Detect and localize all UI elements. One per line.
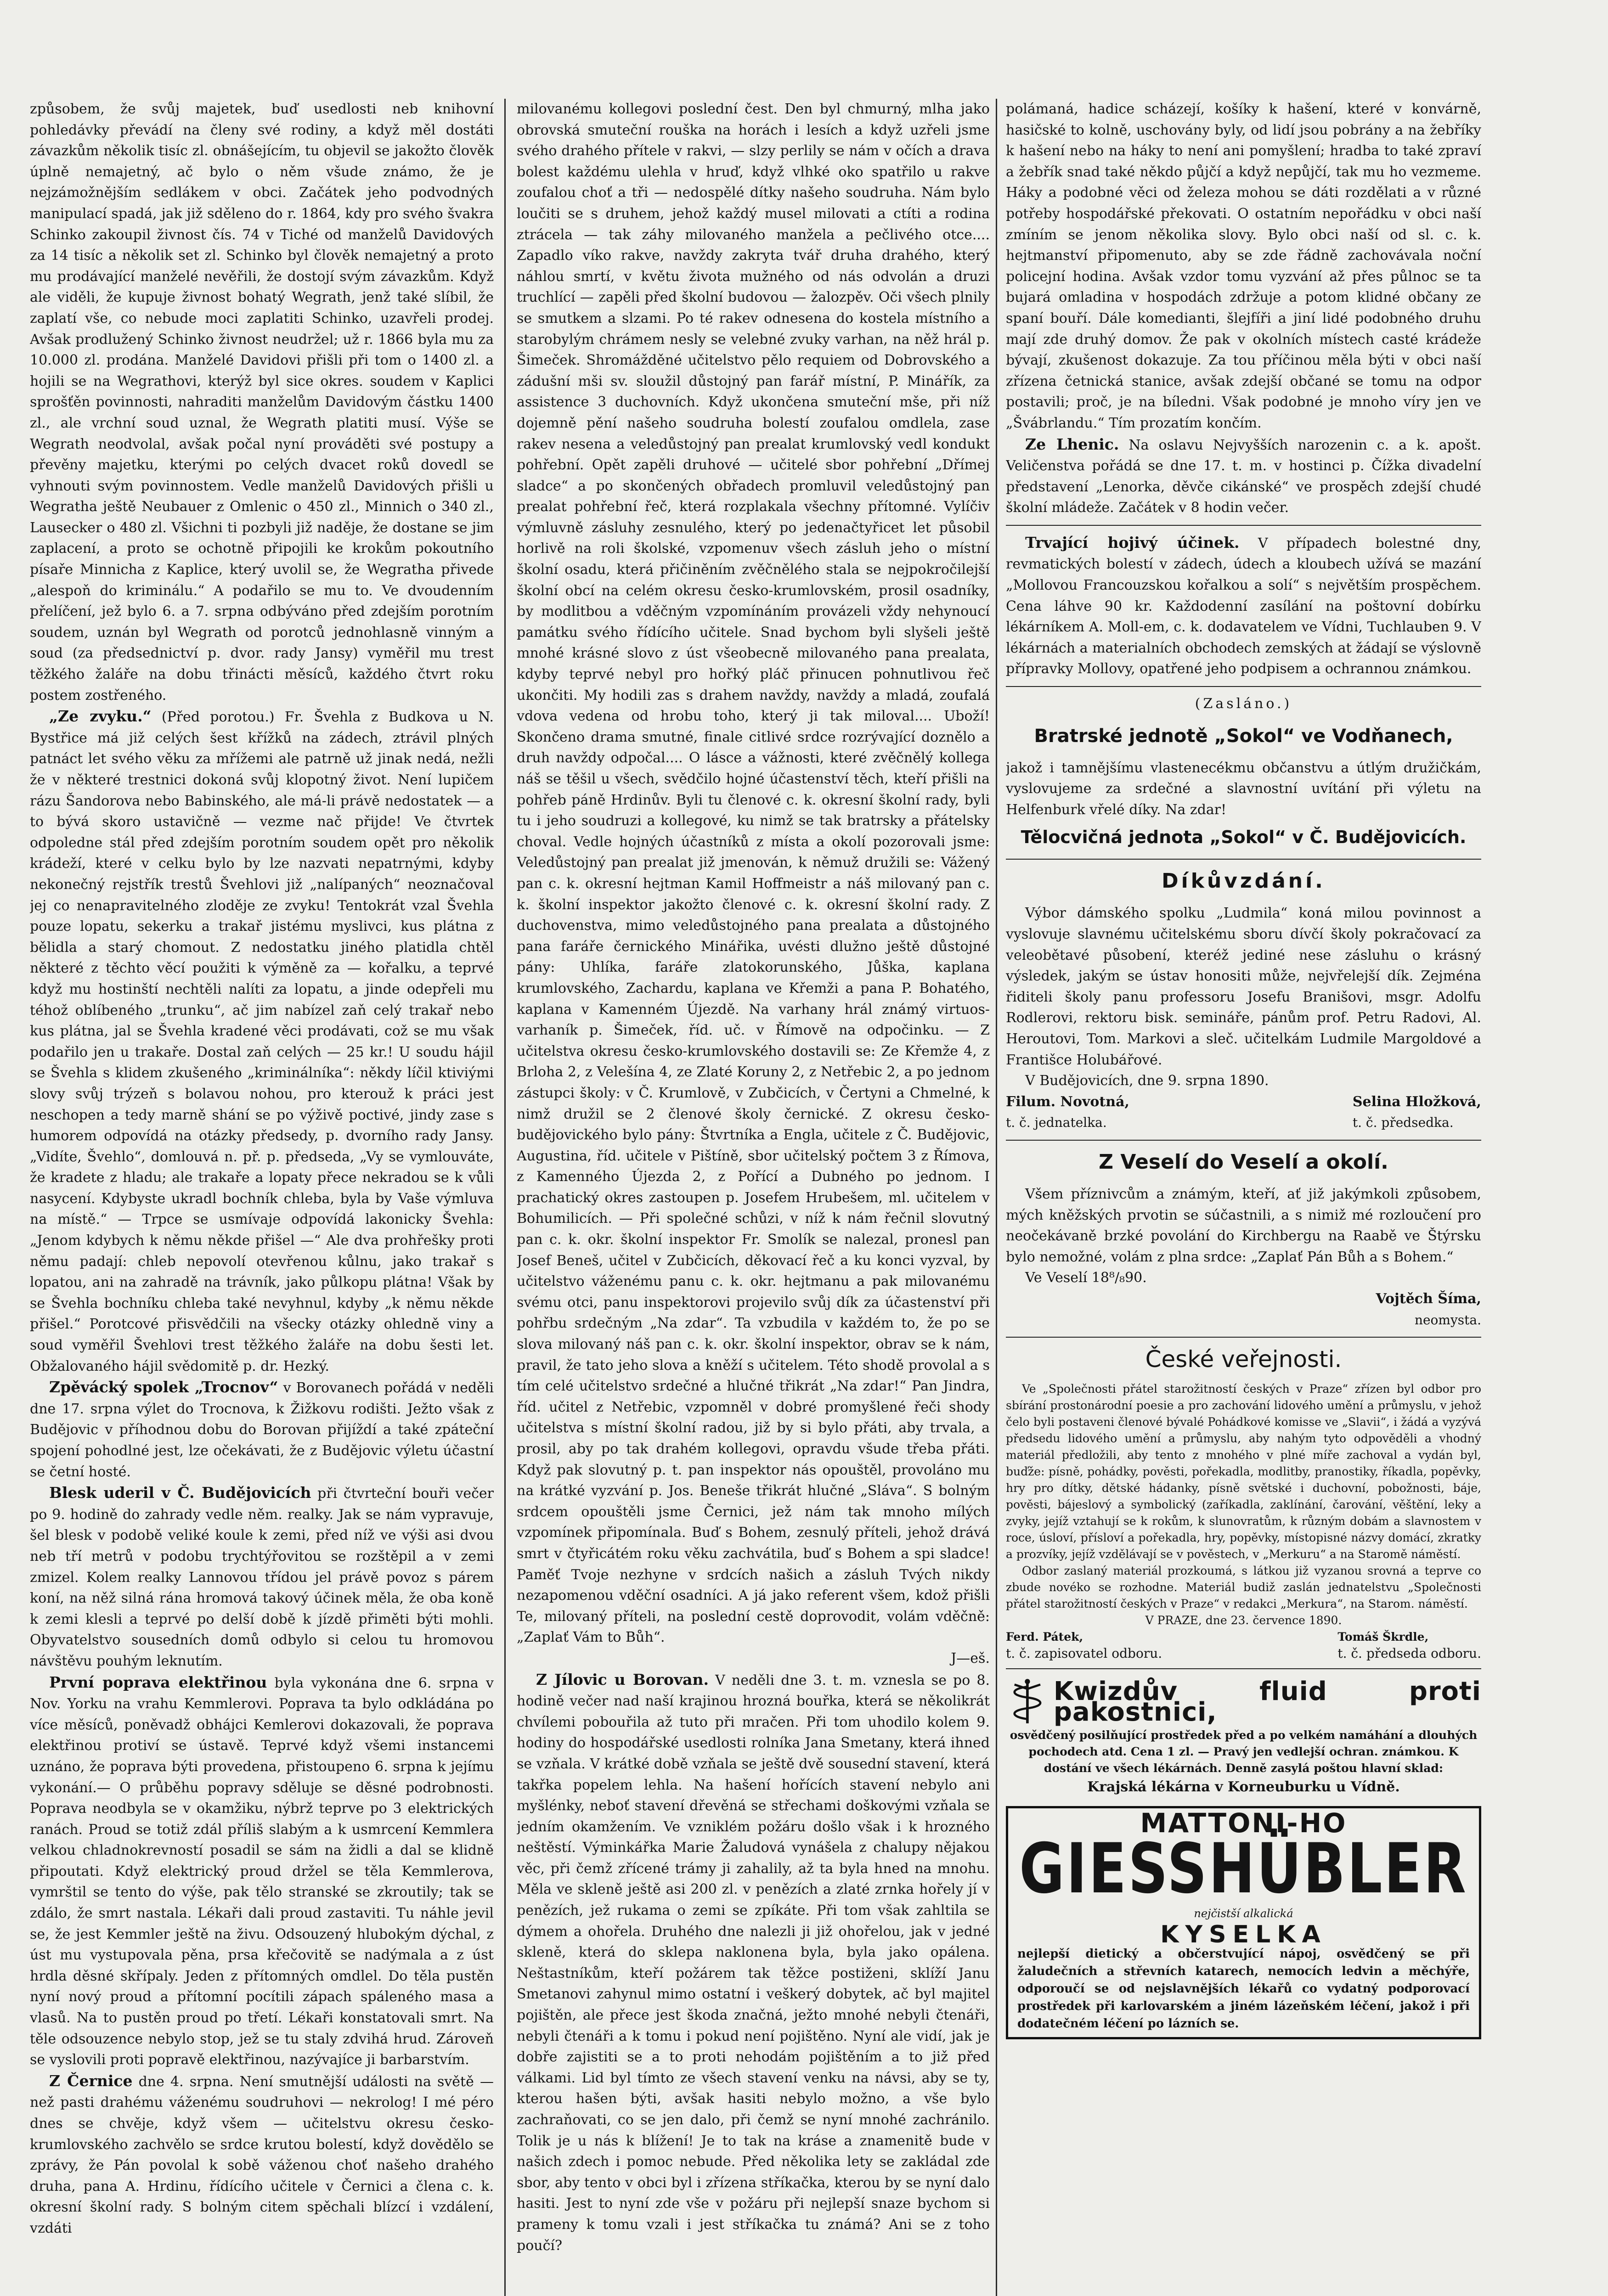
article-text: dne 4. srpna. Není smutnější události na světě — než pasti drahému váženému soudruhovi — nekrolog! I mé péro dnes se chvěje, když všem — učitelstvu okresu česko-krumlovského zachvělo se srdce krutou bolestí, když dovědělo se zprávy, že Pán povolal k sobě váženou choť našeho drahého druha, pana A. Hrdinu, řídícího učitele v Černici a člena c. k. okresní školní rady. S bolným citem spěchali blízcí i vzdálení, vzdáti xyxy=(30,2073,494,2236)
article-paragraph: milovanému kollegovi poslední čest. Den byl chmurný, mlha jako obrovská smuteční rouška na horách i lesích a když uzřeli jsme svého drahého přítele v rakvi, — slzy perlily se nám v očích a drava bolest každému ulehla v hruď, když vlhké oko spatřilo u rakve zoufalou choť a tři — nedospělé dítky našeho soudruha. Nám bylo loučiti se s druhem, jehož každý musel milovati a ctíti a rodina ztrácela — tak záhy milovaného manžela a pečlivého otce.... Zapadlo víko rakve, navždy zakryta tvář druha drahého, který náhlou smrtí, v květu života mužného od nás odvolán a druzi truchlící — zapěli před školní budovou — žalozpěv. Oči všech plnily se smutkem a slzami. Po té rakev odnesena do kostela místního a starobylým chrámem nesly se velebné zvuky varhan, na něž hrál p. Šimeček. Shromážděné učitelstvo pělo requiem od Dobrovského a zádušní mši sv. sloužil důstojný pan farář místní, P. Minářík, za assistence 3 duchovních. Když ukončena smuteční mše, při níž dojemně pění našeho soudruha bolestí zoufalou omdlela, zase rakev nesena a veledůstojný pan prealat krumlovský vedl kondukt pohřební. Opět zapěli druhové — učitelé sbor pohřební „Dřímej sladce“ a po skončených obřadech promluvil veledůstojný pan prealat pohřební řeč, která rozplakala všechny přítomné. Vylíčiv výmluvně zásluhy zesnulého, který po jedenačtyřicet let působil horlivě na roli školské, vzpomenuv všech zásluh jeho o místní školní osadu, která přičiněním zvěčnělého stala se nejpokročilejší školní obcí na celém okresu česko-krumlovském, prosil osadníky, by modlitbou a vděčným vzpomínáním provázeli vždy nehynoucí památku svého řídícího učitele. Snad bychom byli slyšeli ještě mnohé krásné slovo z úst všeobecně milovaného pana prealata, kdyby teprvé nebyl pro hořký pláč přinucen pohnutlivou řeč ukončiti. My hodili zas s drahem navždy, navždy a mladá, zoufalá vdova vedena od hrobu toho, který ji tak miloval.... Uboží! Skončeno drama smutné, finale citlivé srdce rozrývající doznělo a druh navždy odpočal.... O lásce a vážnosti, které zvěčnělý kollega náš se těšil u všech, svědčilo hojné účastenství těch, kteří přišli na pohřeb páně Hrdinův. Byli tu členové c. k. okresní školní rady, byli tu i jeho soudruzi a kollegové, ku nimž se tak bratrsky a přátelsky choval. Vedle hojných účastníků z místa a okolí pozorovali jsme: Veledůstojný pan prealat již jmenován, k němuž družili se: Vážený pan c. k. okresní hejtman Kamil Hoffmeistr a náš milovaný pan c. k. školní inspektor jakožto členové c. k. okresní školní rady. Z duchovenstva, mimo veledůstojného pana prealata a důstojného pana faráře černického Minářika, uvésti dlužno ještě důstojné pány: Uhlíka, faráře zlatokorunského, Jůška, kaplana krumlovského, Zachardu, kaplana ve Křemži a pana P. Bohatého, kaplana v Kamenném Újezdě. Na varhany hrál známý virtuos-varhaník p. Šimeček, říd. uč. v Římově na odpočinku. — Z učitelstva okresu česko-krumlovského dostavili se: Ze Křemže 4, z Brloha 2, z Velešína 4, ze Zlaté Koruny 2, z Netřebic 2, a po jednom zástupci školy: v Č. Krumlově, v Zubčicích, v Čertyni a Chmelné, k nimž družil se 2 členové školy černické. Z okresu česko-budějovického bylo pány: Štvrtníka a Engla, učitele z Č. Budějovic, Augustina, říd. učitele v Pištíně, sbor učitelský počtem 3 z Římova, z Kamenného Újezda 2, z Pořící a Dubného po jednom. I prachatický okres zastoupen p. Josefem Hrubešem, ml. učitelem v Bohumilicích. — Při společné schůzi, v níž k nám řečnil slovutný pan c. k. okr. školní inspektor Fr. Smolík se nalezal, pronesl pan Josef Beneš, učitel v Zubčicích, děkovací řeč a ku konci vyzval, by učitelstvo váženému panu c. k. okr. hejtmanu a pak milovanému svému otci, panu inspektorovi projevilo svůj dík za účastenství při pohřbu srdečným „Na zdar“. Ta vzbudila v každém to, že po se slova milovaný náš pan c. k. okr. školní inspektor, obrav se k nám, pravil, že tato jeho slova a kněží s učitelem. Této shodě provolal a s tím celé učitelstvo srdečné a hlučné třikrát „Na zdar!“ Pan Jindra, říd. učitel z Netřebic, vzpomněl v dobré promyšlené řeči shody učitelstva s místní školní radou, již by si bylo přáti, aby trvala, a prosil, aby po tak drahém kollegovi, opravdu všude třeba přáti. Když pak slovutný p. t. pan inspektor nás opouštěl, provoláno mu na krátké vyzvání p. Jos. Beneše třikrát hlučné „Sláva“. S bolným srdcem opouštěli jsme Černici, jež nám tak mnoho mílých vzpomínek připomínala. Buď s Bohem, zesnulý příteli, jehož drává smrt v čtyřicátém roku věku zachvátila, buď s Bohem a spi sladce! Paměť Tvoje nezhyne v srdcích našich a zásluh Tvých nikdy nezapomenou vděční osadníci. A já jako referent všem, kdož přišli Te, milovaný příteli, na poslední cestě doprovodit, volám vděčně: „Zaplať Vám to Bůh“. xyxy=(517,101,990,1646)
signature-left xyxy=(1006,1092,1129,1133)
dikuvzdani-title: Díkůvzdání. xyxy=(1162,869,1326,893)
article-paragraph: polámaná, hadice scházejí, košíky k hašení, které v konvárně, hasičské to kolně, uschovány byly, od lidí jsou pobrány a na žebříky k hašení nebo na háky to není ani pomyšlení; hradba to také zpraví a žebřík snad také někdo půjčí a když nepůjčí, tak mu ho vezmeme. Háky a podobné věci od železa mohou se dáti rozdělati a v různé potřeby hospodářské překovati. O ostatním nepořádku v obci naší zmíním se jenom několika slovy. Bylo obci naší od sl. c. k. hejtmanství připomenuto, aby se zde řádně zachovávala noční policejní hodina. Avšak vzdor tomu vyzvání až přes půlnoc se ta bujará omladina v hospodách zdržuje a potom klidné občany ze spaní bouří. Dále komedianti, šlejfíři a jiní lidé podobného druhu mají zde druhý domov. Že pak v okolních místech casté krádeže bývají, zkušenost dokazuje. Za tou příčinou měla býti v obci naší zřízena četnická stanice, avšak zdejší občané se tomu na odpor postavili; proč, je na bíledni. Však podobné je mnoho víry jen ve „Švábrlandu.“ Tím prozatím končím. xyxy=(1006,101,1481,431)
signature-row xyxy=(1006,1092,1481,1133)
signature-role: t. č. předsedka. xyxy=(1352,1115,1454,1131)
article-heading: První poprava elektřinou xyxy=(49,1673,267,1691)
article-text: V neděli dne 3. t. m. vznesla se po 8. hodině večer nad naší krajinou hrozná bouřka, která se několikrát chvílemi pobouřila až tuto při mračen. Při tom uhodilo kolem 9. hodiny do hospodářské usedlosti rolníka Jana Smetany, která ihned se vzňala. V krátké době vzňala se ještě dvě sousední stavení, která takřka popelem lehla. Na hašení hořících stavení nebylo ani myšlénky, neboť stavení dřevěná se střechami doškovými vzňala se jedním okamžením. Ve vzniklém požáru došlo však i k hrozného neštěstí. Výminkářka Marie Žaludová vynášela z chalupy nějakou věc, při čemž zřícené trámy ji zahalily, až ta byla hned na mnohu. Měla ve skleně ještě asi 200 zl. v penězích a zlaté zrnka hořely jí v penězích, jež rukama o zemi se zpíkáte. Při tom však zahltila se dýmem a ohořela. Druhého dne nalezli ji již ohořelou, jak v jedné skleně, která do sklepa naklonena byla, byla jako opálena. Neštastníkům, kteří požárem tak těžce postiženi, sklíží Janu Smetanovi zahynul mimo ostatní i veškerý dobytek, ač byl majitel pojištěn, ale přece jest škoda značná, ježto mnohé nebyli čtenáři, nebyli čtenáři a k tomu i pokud není pojištěno. Nyní ale vidí, jak je dobře zajistiti se a to proti nehodám pojištěním a to již před válkami. Lid byl tímto ze všech stavení venku na návsi, aby se ty, kterou hašen býti, avšak hasiti nebylo možno, a vše bylo zachraňovati, co se jen dalo, při čemž se nyní mnohé zachránilo. Tolik je u nás k blížení! Je to tak na kráse a znamenitě bude v našich zdech i pomoc nebude. Před několika lety se zakládal zde sbor, aby tento v obci byl i zřízena stříkačka, kterou by se nyní dalo hasiti. Jest to nyní zde vše v požáru při nejlepší snaze bychom si prameny k tomu vzali i jest stříkačka tu známá? Ani se z toho poučí? xyxy=(517,1672,990,2254)
article-paragraph xyxy=(517,1669,990,2257)
article-paragraph xyxy=(30,1672,494,2071)
signature-role: neomysta. xyxy=(1414,1312,1481,1328)
mattoni-brand: MATTONI-HO xyxy=(1140,1807,1347,1839)
ad-heading: Trvající hojivý účinek. xyxy=(1025,533,1240,551)
ceske-verejnosti-text: Ve „Společnosti přátel starožitností českých v Praze“ zřízen byl odbor pro sbírání prostonárodní poesie a pro zachování lidového umění a průmyslu, v jehož čelo byli postaveni členové bývalé Pohádkové komisse ve „Slavii“, i žádá a vyzývá předsedu lidového umění a průmyslu, aby nahým tyto odpověděli a vhodný materiál předložili, aby tento z mnohého v plné míře zachoval a vydán byl, buďže: písně, pohádky, pověsti, pořekadla, modlitby, pranostiky, říkadla, popěvky, hry pro dítky, dětské hádanky, písně světské i duchovní, pobožnosti, báje, pověsti, bájeslový a symbolický (zaříkadla, zaklínání, čarování, věštění, leky a zvyky, jejíž vztahují se k rokům, k slunovratům, k různým dobám a slavnostem v roce, úsloví, přísloví a pořekadla, hry, popěvky, místopisné názvy domácí, zkratky a prozvíky, jejíž vzdělávají se v pověstech, v „Merkuru“ a na Staromě náměstí. xyxy=(1006,1382,1481,1561)
column-divider xyxy=(504,99,506,2296)
veseli-text: Všem příznivcům a známým, kteří, ať již jakýmkoli způsobem, mých kněžských prvotin se súčastnili, a s nimiž mé rozloučení pro neočekávaně brzké povolání do Kirchbergu na Raabě ve Štýrsku bylo nemožné, volám z plna srdce: „Zaplať Pán Bůh a s Bohem.“ xyxy=(1006,1186,1481,1265)
ceske-verejnosti-date: V PRAZE, dne 23. července 1890. xyxy=(1145,1614,1342,1627)
section-divider xyxy=(1006,1140,1481,1141)
signature-role: t. č. zapisovatel odboru. xyxy=(1006,1646,1162,1661)
article-heading: Z Jílovic u Borovan. xyxy=(536,1670,709,1688)
sokol-text: jakož i tamnějšímu vlastenecékmu občanstvu a útlým družičkám, vyslovujeme za srdečné a slavnostní uvítání při výletu na Helfenburk vřelé díky. Na zdar! xyxy=(1006,760,1481,818)
signature-right xyxy=(1353,1092,1481,1133)
section-divider xyxy=(1006,686,1481,687)
article-paragraph xyxy=(1006,434,1481,518)
article-paragraph xyxy=(30,706,494,1377)
signature-left xyxy=(1006,1629,1162,1662)
veseli-date: Ve Veselí 18⁸/₈90. xyxy=(1025,1270,1147,1286)
kwizda-text: osvědčený posilňující prostředek před a po velkém namáhání a dlouhých pochodech atd. Cena 1 zl. — Pravý jen vedlejší ochran. známkou. K dostání ve všech lékárnách. Denně zasylá poštou hlavní sklad: xyxy=(1010,1728,1478,1775)
ceske-verejnosti-title: České veřejnosti. xyxy=(1145,1346,1342,1373)
section-divider xyxy=(1006,1668,1481,1669)
giesshubler-title: GIESSHÜBLER xyxy=(1019,1829,1468,1909)
ad-text: V případech bolestné dny, revmatických bolestí v zádech, údech a kloubech užívá se mazání „Mollovou Francouzskou kořalkou a solí“ s největším prospěchem. Cena láhve 90 kr. Každodenní zasílání na poštovní dobírku lékárníkem A. Moll-em, c. k. dodavatelem ve Vídni, Tuchlauben 9. V lékárnách a materialních obchodech zemských at žádají se výslovně přípravky Mollovy, opatřené jeho podpisem a ochrannou známkou. xyxy=(1006,535,1481,677)
article-heading: Ze Lhenic. xyxy=(1025,435,1119,453)
sokol-heading: Bratrské jednotě „Sokol“ ve Vodňanech, xyxy=(1034,725,1453,747)
article-heading: Z Černice xyxy=(49,2071,133,2090)
column-2 xyxy=(517,99,990,2296)
veseli-title: Z Veselí do Veselí a okolí. xyxy=(1099,1150,1388,1174)
article-text: v Borovanech pořádá v neděli dne 17. srpna výlet do Trocnova, k Žižkovu rodišti. Ježto však z Budějovic v příhodnou dobu do Borovan přijíždí a také zpáteční spojení pohodlné jest, lze očekávati, že z Budějovic výletu účastní se četní hosté. xyxy=(30,1380,494,1480)
article-heading: Zpěvácký spolek „Trocnov“ xyxy=(49,1378,278,1396)
article-paragraph xyxy=(30,1482,494,1671)
article-text: byla vykonána dne 6. srpna v Nov. Yorku na vrahu Kemmlerovi. Poprava ta bylo odkládána po více měsíců, poněvadž obhájci Kemlerovi dokazovali, že poprava elektřinou protiví se ústavě. Teprvé když všemi instancemi uznáno, že poprava býti provedena, přistoupeno 6. srpna k jejímu vykonání.— O průběhu popravy sděluje se děsné podrobnosti. Poprava neodbyla se v okamžiku, nýbrž teprve po 3 elektrických ranách. Proud se totiž zdál příliš slabým a k usmrcení Kemmlera velkou chladnokrevností posadil se sám na židli a dal se klidně připoutati. Když elektrický proud držel se těla Kemmlerova, vymrštil se tento do výše, pak tělo stranské se zkroutily; tak se zdálo, že smrt nastala. Lékaři dali proud zastaviti. Tu náhle jevil se, že jest Kemmler ještě na živu. Odsouzený hlubokým dýchal, z úst mu vystupovala pěna, prsa křečovitě se nadýmala a z úst hrdla děsné skřípaly. Jeden z přítomných omdlel. Do těla pustěn nyní nový proud a přítomní pocítili zápach spáleného masa a vlasů. Na to pustěn proud po třetí. Lékaři konstatovali smrt. Na těle odsouzence nebylo stop, jež se tu staly zdvihá hrud. Zároveň se vyslovili proti popravě elektřinou, nazývajíce ji barbarstvím. xyxy=(30,1675,494,2068)
ceske-verejnosti-text: Odbor zaslaný materiál prozkoumá, s látkou již vyzanou srovná a teprve co zbude novéko se rozhodne. Materiál budiž zaslán jednatelstvu „Společnosti přátel starožitností českých v Praze“ v redakci „Merkura“, na Starom. náměstí. xyxy=(1006,1564,1481,1611)
kwizda-ad xyxy=(1006,1677,1481,1727)
article-paragraph xyxy=(30,2071,494,2239)
column-1 xyxy=(30,99,494,2296)
signature-name: Tomáš Škrdle, xyxy=(1337,1630,1429,1644)
sokol-signature: Tělocvičná jednota „Sokol“ v Č. Budějovicích. xyxy=(1021,827,1467,848)
dikuvzdani-date: V Budějovicích, dne 9. srpna 1890. xyxy=(1025,1073,1269,1089)
article-heading: Blesk uderil v Č. Budějovicích xyxy=(49,1484,311,1502)
column-3 xyxy=(1006,99,1481,2296)
article-paragraph: způsobem, že svůj majetek, buď usedlosti neb knihovní pohledávky převádí na členy své rodiny, a když měl dostáti závazkům několik tisíc zl. obnášejícím, tu objevil se jakožto člověk úplně nemajetný, ač bylo o něm všude známo, že je nejzámožnějším sedlákem v obci. Začátek jeho podvodných manipulací spadá, jak již sděleno do r. 1864, kdy pro svého švakra Schinko zakoupil živnost čís. 74 v Tiché od manželů Davidových za 14 tisíc a několik set zl. Schinko byl člověk nemajetný a proto mu prodávající manželé nevěřili, že dostojí svým závazkům. Když ale viděli, že kupuje živnost bohatý Wegrath, jenž také slíbil, že zaplatí vše, co nebude moci zaplatiti Schinko, uzavřeli prodej. Avšak prodlužený Schinko živnost neudržel; už r. 1866 byla mu za 10.000 zl. prodána. Manželé Davidovi přišli při tom o 1400 zl. a hojili se na Wegrathovi, kterýž byl sice okres. soudem v Kaplici sprošťěn povinnosti, nahraditi manželům Davidovým částku 1400 zl., ale vrchní soud uznal, že Wegrath platiti musí. Výše se Wegrath neodvolal, avšak počal nyní prováděti své postupy a převěny majetku, kterými po celých dvacet roků dovedl se vyhnouti svým povinnostem. Vedle manželů Davidových přišli u Wegratha ještě Neubauer z Omlenic o 450 zl., Minnich o 340 zl., Lausecker o 480 zl. Všichni ti pozbyli již naděje, že dostane se jim zaplacení, a proto se ochotně připojili ke krokům pokoutního písaře Minnicha z Kaplice, který uvolil se, že Wegratha přivede „alespoň do kriminálu.“ A podařilo se mu to. Ve dvoudenním přelíčení, jež bylo 6. a 7. srpna odbýváno před zdejším porotním soudem, uznán byl Wegrath od porotců jednohlasně vinným a soud (za předsednictví p. dvor. rady Jansy) vyměřil mu trest těžkého žaláře na dobu třinácti měsíců, každého čtvrt roku postem zostřeného. xyxy=(30,101,494,703)
mattoni-subtitle: nejčistší alkalická xyxy=(1194,1907,1293,1920)
article-signature: J—eš. xyxy=(951,1650,990,1666)
zaslano-label: (Zasláno.) xyxy=(1195,696,1292,712)
article-paragraph xyxy=(30,1377,494,1482)
signature-right xyxy=(1337,1629,1481,1662)
mattoni-ad xyxy=(1006,1806,1481,2040)
kwizda-store: Krajská lékárna v Korneuburku u Vídně. xyxy=(1087,1779,1400,1795)
signature-name: Filum. Novotná, xyxy=(1006,1093,1129,1110)
signature-name: Vojtěch Šíma, xyxy=(1376,1290,1481,1307)
signature-role: t. č. předseda odboru. xyxy=(1337,1646,1481,1661)
article-heading: „Ze zvyku.“ xyxy=(49,707,152,726)
section-divider xyxy=(1006,859,1481,860)
section-divider xyxy=(1006,1337,1481,1338)
signature-role: t. č. jednatelka. xyxy=(1006,1115,1107,1131)
signature-name: Selina Hložková, xyxy=(1352,1093,1481,1110)
dikuvzdani-text: Výbor dámského spolku „Ludmila“ koná milou povinnost a vyslovuje slavnému učitelskému sboru dívčí školy pokračovací za veleobětavé působení, kteréž jediné nese zásluhu o krásný výsledek, jakým se ústav honositi může, nejvřelejší dík. Zejména řiditeli školy panu professoru Josefu Branišovi, msgr. Adolfu Rodlerovi, rektoru bisk. semináře, pánům prof. Petru Radovi, Al. Heroutovi, Tom. Markovi a sleč. učitelkám Ludmile Margoldové a Františce Holubářové. xyxy=(1006,905,1481,1068)
column-divider xyxy=(996,99,997,2296)
kyselka-title: KYSELKA xyxy=(1160,1920,1327,1948)
caduceus-icon xyxy=(1006,1677,1049,1727)
mattoni-text: nejlepší dietický a občerstvující nápoj, osvědčený se při žaludečních a střevních katarech, nemocích ledvin a měchýře, odporoučí se od nejslavnějších lékařů co vydatný podporovací prostředek při karlovarském a jiném lázeňském léčení, jakož i při dodatečném léčení po lázních se. xyxy=(1017,1947,1470,2031)
article-text: při čtvrteční bouři večer po 9. hodině do zahrady vedle něm. realky. Jak se nám vypravuje, šel blesk v podobě veliké koule k zemi, před níž ve výši asi dvou neb tří metrů v podobu trychtýřovitou se rozštěpil a v zemi zmizel. Kolem realky Lannovou třídou jel právě povoz s párem koní, na něž silná rána hromová takový účinek měla, že oba koně k zemi klesli a teprvé po delší době k jízdě přiměti býti mohli. Obyvatelstvo sousedních domů odbylo si celou tu hromovou návštěvu pouhým leknutím. xyxy=(30,1486,494,1669)
article-text: (Před porotou.) Fr. Švehla z Budkova u N. Bystřice má již celých šest křížků na zádech, ztrávil plných patnáct let svého věku za mřížemi ale patrně už jinak nedá, nežli že v některé trestnici dokoná svůj klopotný život. Není lupičem rázu Šandorova nebo Babinského, ale má-li právě nedostatek — a to bývá skoro ustavičně — vezme nač přijde! Ve čtvrtek odpoledne stál před zdejším porotním soudem opět pro několik krádeží, které v celku bylo by lze nazvati nepatrnými, kdyby nekonečný rejstřík trestů Švehlovi již „nalípaných“ neoznačoval jej co nenapravitelného zloděje ze zvyku! Tentokrát vzal Švehla pouze lopatu, sekerku a trakař jistému myslivci, kus plátna z bělidla a starý chomout. Z nedostatku jiného platidla chtěl některé z těchto věcí použiti k výměně za — kořalku, a teprvé když mu hostinští nechtěli nalíti za lopatu, a jinde odepřeli mu téhož oblíbeného „trunku“, ač jim nabízel zaň celý trakař nebo kus plátna, jal se Švehla kradené věci prodávati, což se mu však podařilo jen u trakaře. Dostal zaň celých — 25 kr.! U soudu hájil se Švehla s klidem zkušeného „kriminálníka“: někdy líčil ktiviými slovy svůj trýzeň s bolavou nohou, pro kterouž k práci jest neschopen a tedy marně shání se po výživě poctivé, jindy zase s humorem odpovídá na otázky předsedy, p. dvorního rady Jansy. „Vidíte, Švehlo“, domlouvá n. př. p. předseda, „Vy se vymlouváte, že kradete z hladu; ale trakaře a lopaty přece nekradou se k vůli nasycení. Kdybyste ukradl bochník chleba, byla by Vaše výmluva na místě.“ — Trpce se usmívaje odpovídá lakonicky Švehla: „Jenom kdybych k němu někde přišel —“ Ale dva prohřešky proti němu padají: chleb nepovolí otevřenou kůlnu, jako trakař s lopatou, ani na zahradě na trávník, jako půlkopu plátna! Však by se Švehla bochníku chleba také nevyhnul, kdyby „k němu někde přišel.“ Porotcové přisvědčili na všecky otázky ohledně viny a soud vyměřil Švehlovi trest těžkého žaláře na dobu šesti let. Obžalovaného hájil svědomitě p. dr. Hezký. xyxy=(30,709,494,1374)
article-text: Na oslavu Nejvyšších narozenin c. a k. apošt. Veličenstva pořádá se dne 17. t. m. v hostinci p. Čížka divadelní představení „Lenorka, děvče cikánské“ ve prospěch zdejší chudé školní mládeže. Začátek v 8 hodin večer. xyxy=(1006,437,1481,516)
signature-name: Ferd. Pátek, xyxy=(1006,1630,1083,1644)
veseli-signature xyxy=(1006,1289,1481,1330)
ad-paragraph xyxy=(1006,532,1481,680)
kwizda-title: Kwizdův fluid proti pakostnici, xyxy=(1053,1676,1481,1728)
section-divider xyxy=(1006,525,1481,526)
signature-row xyxy=(1006,1629,1481,1662)
